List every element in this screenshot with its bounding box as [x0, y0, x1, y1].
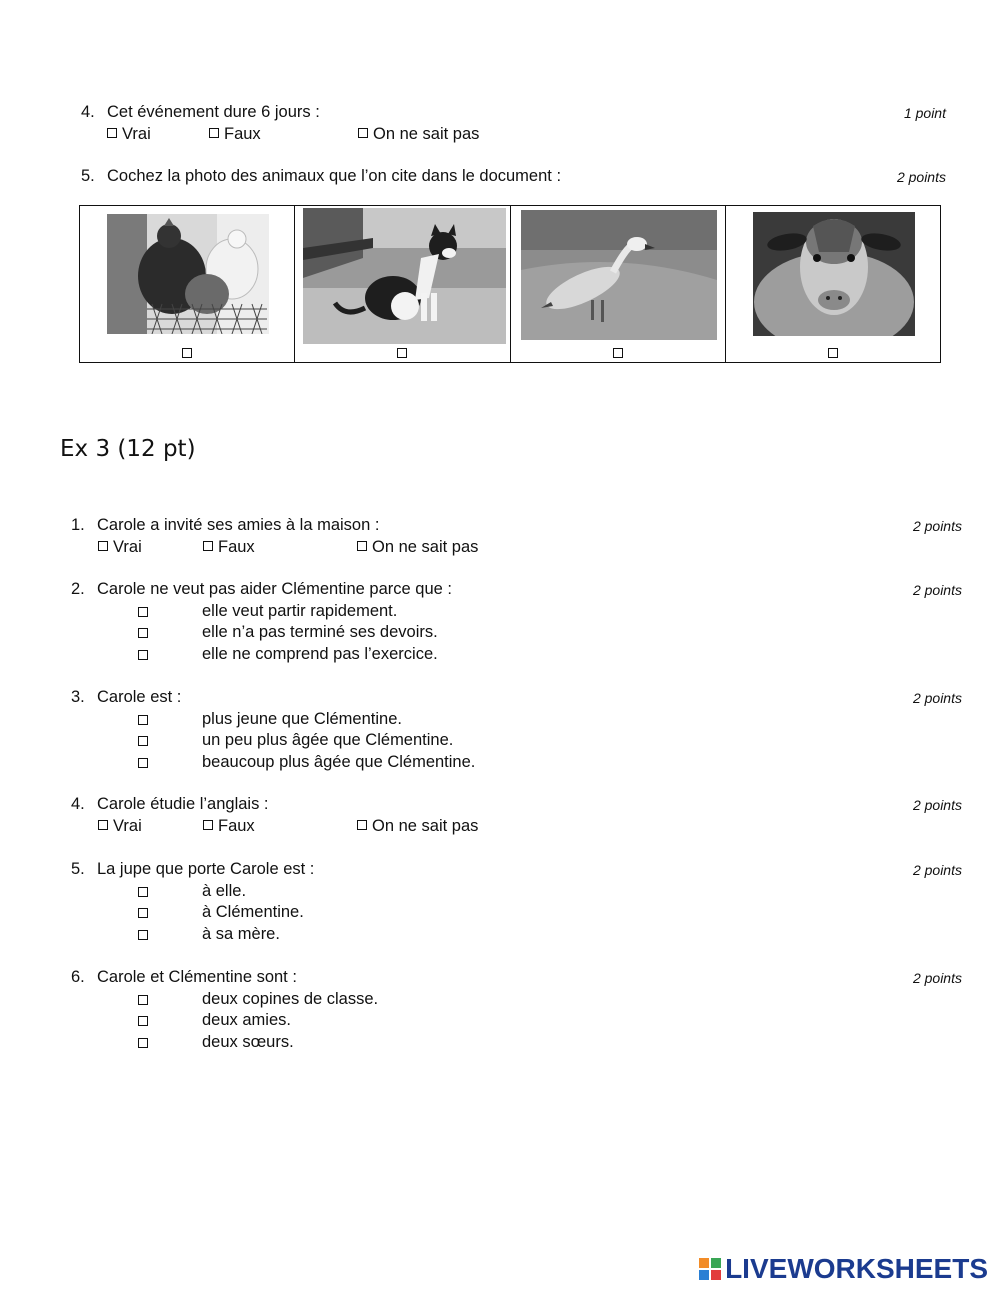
- question-ex3-4: [71, 794, 951, 840]
- points-label: 2 points: [912, 862, 962, 878]
- cat-photo: [303, 208, 506, 344]
- option-on-ne-sait-pas[interactable]: On ne sait pas: [358, 124, 479, 146]
- checkbox-sheep[interactable]: [828, 348, 838, 358]
- checkbox[interactable]: [138, 887, 148, 897]
- checkbox[interactable]: [203, 820, 213, 830]
- checkbox[interactable]: [357, 541, 367, 551]
- question-ex3-2: 2. Carole ne veut pas aider Clémentine parce que : elle veut partir rapidement. elle n’a pas terminé ses devoirs. elle ne comprend pas l’exercice.: [71, 580, 452, 663]
- question-number: 1.: [71, 516, 85, 534]
- question-text: Carole étudie l’anglais :: [97, 795, 269, 813]
- points-label: 1 point: [903, 105, 946, 121]
- option-on-ne-sait-pas[interactable]: On ne sait pas: [357, 816, 478, 838]
- goose-photo: [521, 210, 717, 340]
- checkbox[interactable]: [107, 128, 117, 138]
- question-text: La jupe que porte Carole est :: [97, 860, 315, 878]
- points-label: 2 points: [912, 582, 962, 598]
- question-text: Carole a invité ses amies à la maison :: [97, 516, 380, 534]
- option-vrai[interactable]: Vrai: [98, 816, 142, 838]
- question-ex3-1: [71, 515, 951, 561]
- checkbox[interactable]: [138, 1038, 148, 1048]
- question-ex2-4: [81, 102, 951, 150]
- question-text: Carole et Clémentine sont :: [97, 968, 297, 986]
- checkbox[interactable]: [138, 628, 148, 638]
- checkbox-hens[interactable]: [182, 348, 192, 358]
- question-number: 4.: [81, 103, 95, 121]
- photo-cell-goose: [511, 206, 726, 362]
- photo-cell-hens: [80, 206, 295, 362]
- points-label: 2 points: [912, 690, 962, 706]
- question-ex2-5: [81, 166, 951, 190]
- checkbox[interactable]: [209, 128, 219, 138]
- option-faux[interactable]: Faux: [203, 537, 255, 559]
- question-ex3-5: 5. La jupe que porte Carole est : à elle. à Clémentine. à sa mère.: [71, 860, 315, 943]
- option-faux[interactable]: Faux: [203, 816, 255, 838]
- question-ex3-3: 3. Carole est : plus jeune que Clémentine. un peu plus âgée que Clémentine. beaucoup plus âgée que Clémentine.: [71, 688, 476, 771]
- checkbox[interactable]: [357, 820, 367, 830]
- photo-cell-cat: [295, 206, 510, 362]
- question-number: 3.: [71, 688, 85, 706]
- checkbox[interactable]: [98, 820, 108, 830]
- question-number: 2.: [71, 580, 85, 598]
- checkbox[interactable]: [138, 736, 148, 746]
- logo-text: LIVEWORKSHEETS: [725, 1253, 988, 1284]
- option-on-ne-sait-pas[interactable]: On ne sait pas: [357, 537, 478, 559]
- checkbox[interactable]: [138, 1016, 148, 1026]
- checkbox[interactable]: [138, 607, 148, 617]
- animal-photo-table: [79, 205, 941, 363]
- question-text: Carole ne veut pas aider Clémentine parce que :: [97, 580, 452, 598]
- points-label: 2 points: [912, 797, 962, 813]
- checkbox[interactable]: [138, 650, 148, 660]
- checkbox[interactable]: [138, 995, 148, 1005]
- liveworksheets-icon: [699, 1258, 721, 1280]
- hens-photo: [107, 214, 269, 334]
- photo-cell-sheep: [726, 206, 940, 362]
- points-label: 2 points: [912, 970, 962, 986]
- checkbox-cat[interactable]: [397, 348, 407, 358]
- section-heading: Ex 3 (12 pt): [60, 436, 196, 462]
- option-faux[interactable]: Faux: [209, 124, 261, 146]
- checkbox[interactable]: [358, 128, 368, 138]
- sheep-photo: [753, 212, 915, 336]
- liveworksheets-logo: [699, 1252, 988, 1286]
- checkbox[interactable]: [138, 758, 148, 768]
- question-number: 5.: [81, 167, 95, 185]
- checkbox-goose[interactable]: [613, 348, 623, 358]
- question-number: 4.: [71, 795, 85, 813]
- question-text: Carole est :: [97, 688, 182, 706]
- points-label: 2 points: [896, 169, 946, 185]
- checkbox[interactable]: [203, 541, 213, 551]
- checkbox[interactable]: [98, 541, 108, 551]
- question-number: 5.: [71, 860, 85, 878]
- checkbox[interactable]: [138, 715, 148, 725]
- checkbox[interactable]: [138, 908, 148, 918]
- question-ex3-6: 6. Carole et Clémentine sont : deux copines de classe. deux amies. deux sœurs.: [71, 968, 379, 1051]
- question-number: 6.: [71, 968, 85, 986]
- option-vrai[interactable]: Vrai: [98, 537, 142, 559]
- checkbox[interactable]: [138, 930, 148, 940]
- option-vrai[interactable]: Vrai: [107, 124, 151, 146]
- question-text: Cet événement dure 6 jours :: [107, 103, 320, 121]
- points-label: 2 points: [912, 518, 962, 534]
- question-text: Cochez la photo des animaux que l’on cite dans le document :: [107, 167, 562, 185]
